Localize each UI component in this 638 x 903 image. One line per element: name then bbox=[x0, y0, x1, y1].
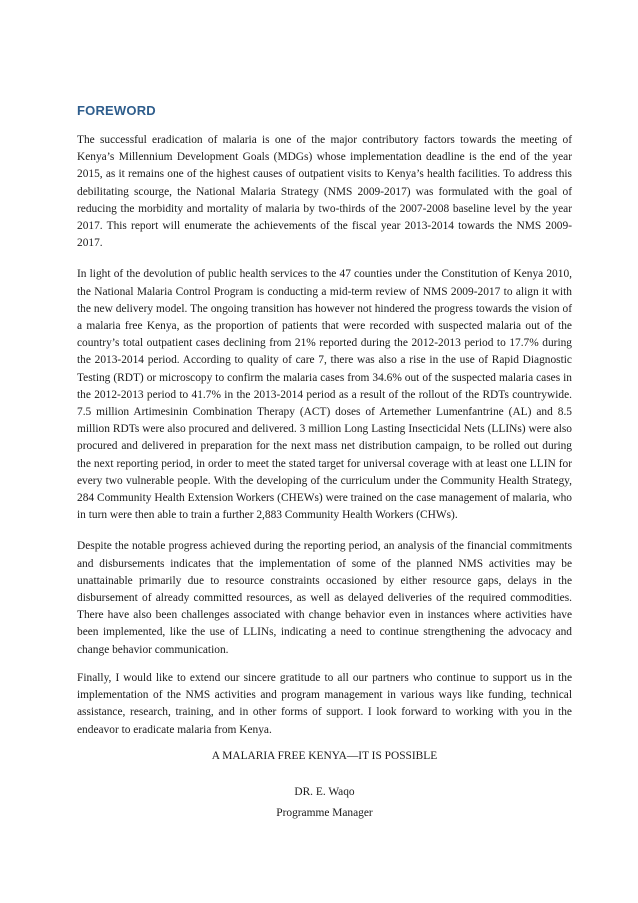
paragraph-gratitude: Finally, I would like to extend our sincere gratitude to all our partners who continue to support us in the implementation of the NMS activities and program management in various ways like funding, technical assistance, research, training, and in other forms of support. I look forward to working with you in the endeavor to eradicate malaria from Kenya. bbox=[77, 671, 572, 736]
foreword-section bbox=[77, 92, 572, 822]
slogan: A MALARIA FREE KENYA—IT IS POSSIBLE bbox=[211, 749, 438, 762]
signatory-name: DR. E. Waqo bbox=[294, 785, 355, 798]
signatory-title: Programme Manager bbox=[276, 807, 373, 820]
page-title: FOREWORD bbox=[77, 103, 156, 118]
paragraph-intro: The successful eradication of malaria is one of the major contributory factors towards the meeting of Kenya’s Millennium Development Goals (MDGs) whose implementation deadline is the end of the year 2015, as it remains one of the highest causes of outpatient visits to Kenya’s health facilities. To address this debilitating scourge, the National Malaria Strategy (NMS 2009-2017) was formulated with the goal of reducing the morbidity and mortality of malaria by two-thirds of the 2007-2008 baseline level by the year 2017. This report will enumerate the achievements of the fiscal year 2013-2014 towards the NMS 2009-2017. bbox=[77, 134, 572, 250]
paragraph-progress: In light of the devolution of public health services to the 47 counties under the Constitution of Kenya 2010, the National Malaria Control Program is conducting a mid-term review of NMS 2009-2017 to align it with the new delivery model. The ongoing transition has however not hindered the progress towards the vision of a malaria free Kenya, as the proportion of patients that were recorded with suspected malaria out of the country’s total outpatient cases declining from 21% reported during the 2012-2013 period to 17.7% during the 2013-2014 period. According to quality of care 7, there was also a rise in the use of Rapid Diagnostic Testing (RDT) or microscopy to confirm the malaria cases from 34.6% out of the suspected malaria cases in the 2012-2013 period to 41.7% in the 2013-2014 period as a result of the rollout of the RDTs countrywide. 7.5 million Artimesinin Combination Therapy (ACT) doses of Artemether Lumenfantrine (AL) and 8.5 million RDTs were also procured and delivered. 3 million Long Lasting Insecticidal Nets (LLINs) were also procured and delivered in preparation for the next mass net distribution campaign, to be rolled out during the next reporting period, in order to meet the stated target for universal coverage with at least one LLIN for every two vulnerable people. With the developing of the curriculum under the Community Health Strategy, 284 Community Health Extension Workers (CHEWs) were trained on the case management of malaria, who in turn were then able to train a further 2,883 Community Health Workers (CHWs). bbox=[77, 268, 572, 522]
paragraph-challenges: Despite the notable progress achieved during the reporting period, an analysis of the financial commitments and disbursements indicates that the implementation of some of the planned NMS activities may be unattainable primarily due to resource constraints occasioned by either resource gaps, delays in the disbursement of already committed resources, as well as delayed deliveries of the required commodities. There have also been challenges associated with change behavior even in instances where activities have been implemented, like the use of LLINs, indicating a need to continue strengthening the advocacy and change behavior communication. bbox=[77, 540, 572, 656]
